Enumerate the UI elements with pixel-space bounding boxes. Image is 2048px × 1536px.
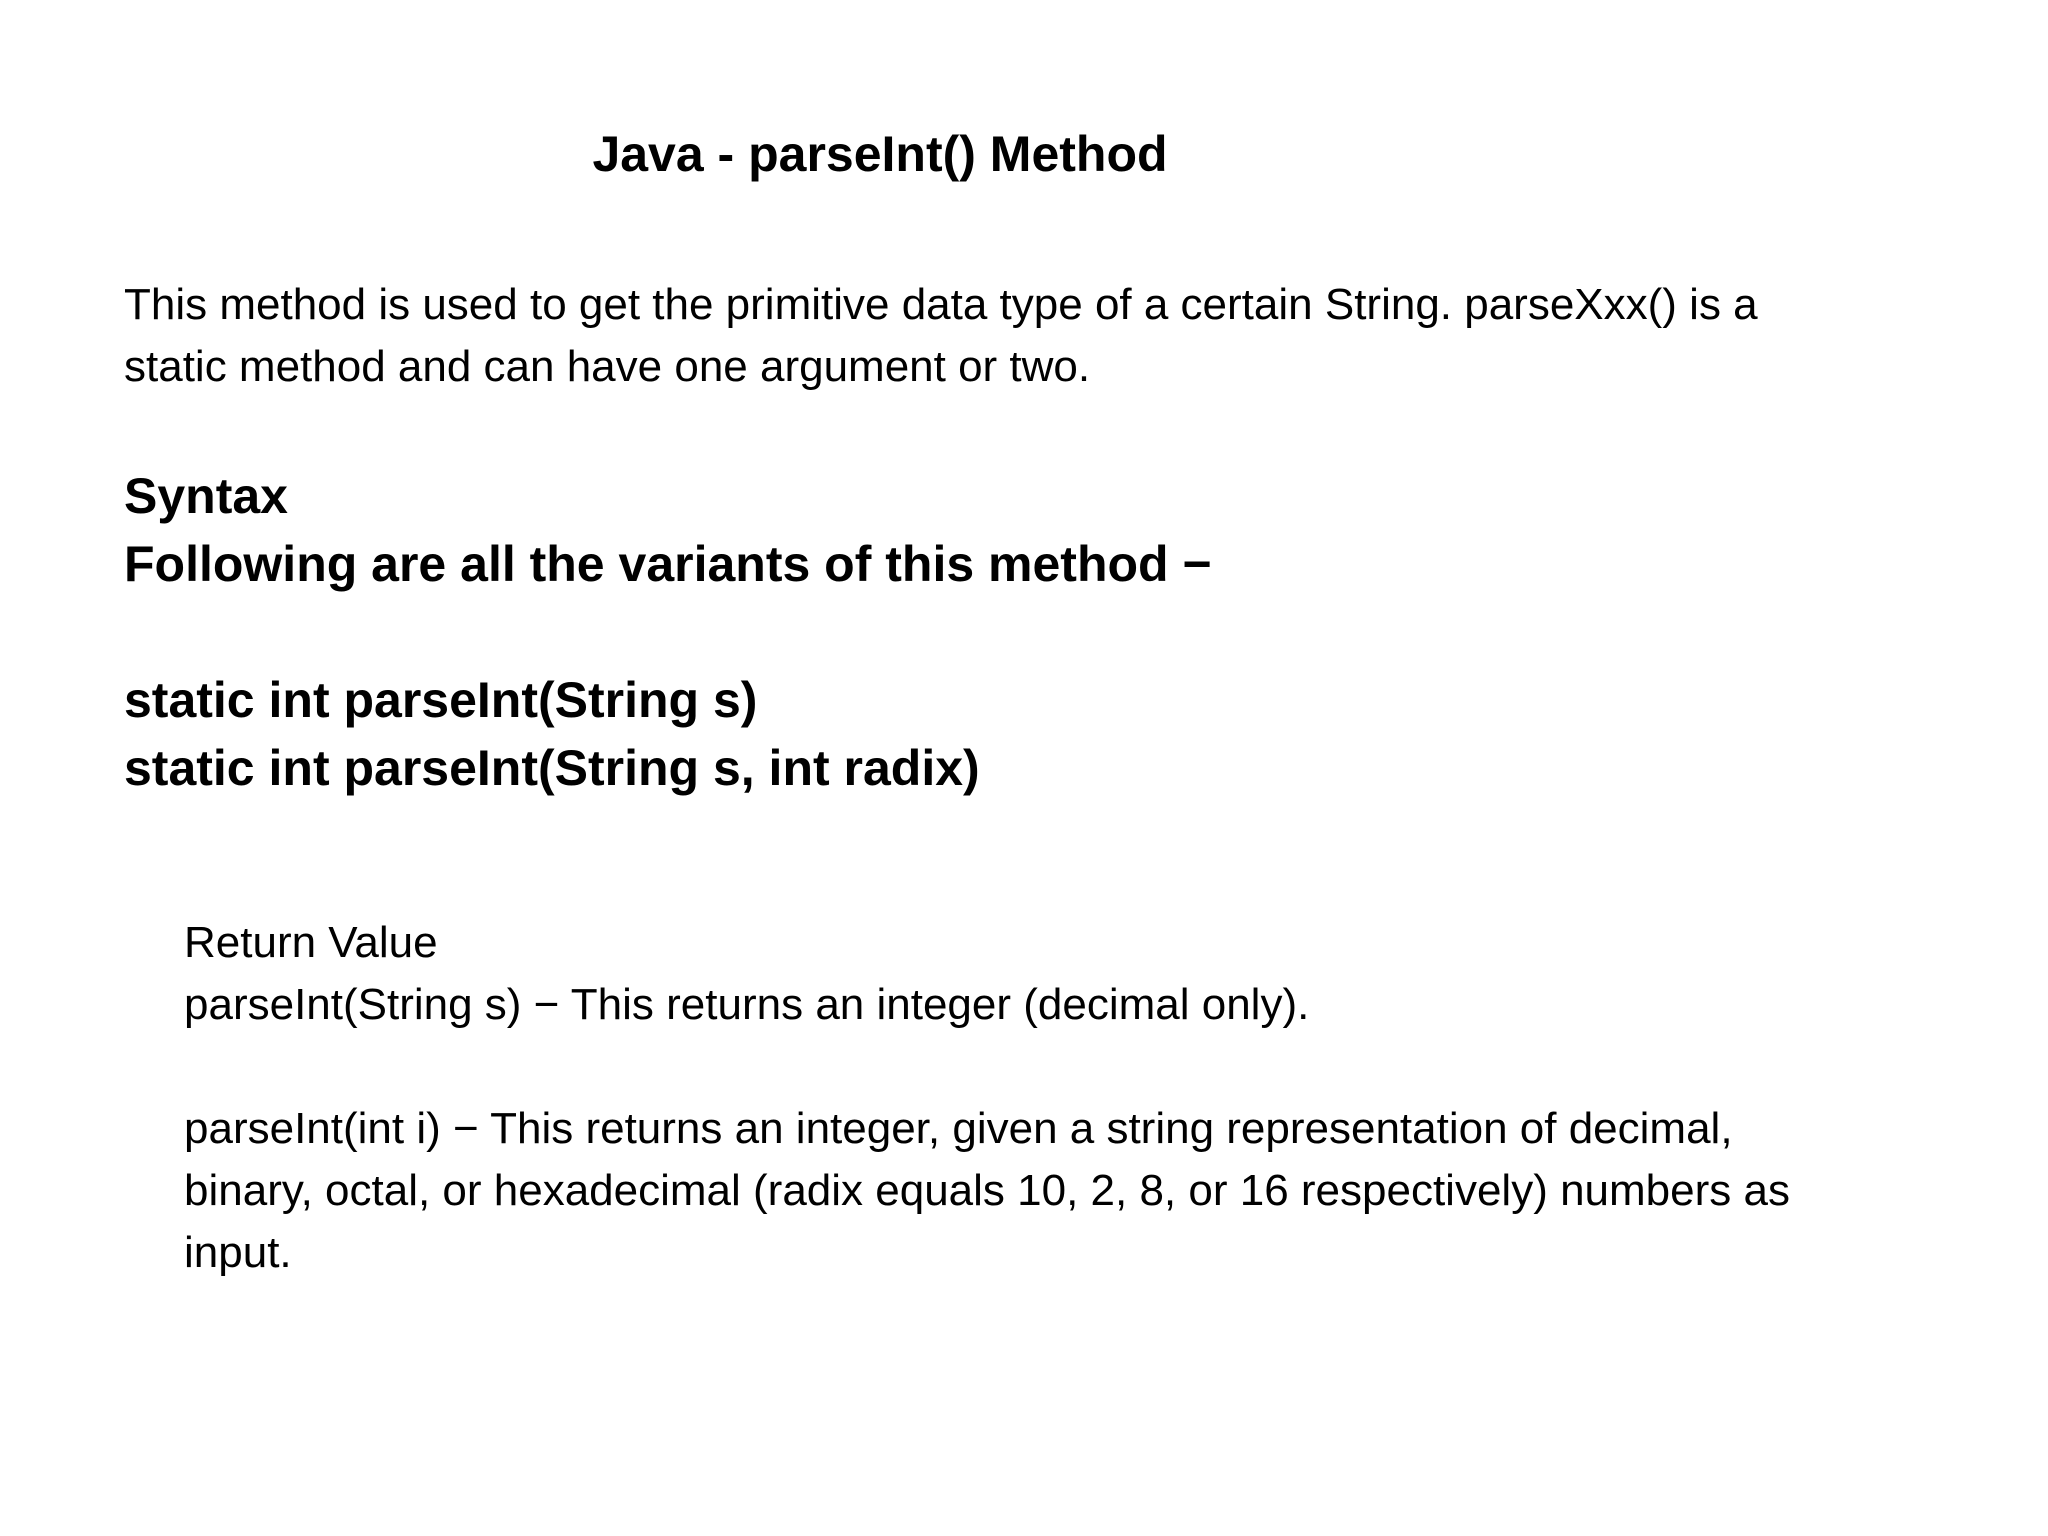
syntax-section [124,462,1944,802]
return-value-section [184,912,1954,1284]
return-value-item-line: binary, octal, or hexadecimal (radix equals 10, 2, 8, or 16 respectively) numbers as [184,1166,1790,1215]
spacer [184,1036,1954,1098]
syntax-variant: static int parseInt(String s, int radix) [124,740,980,796]
intro-line: static method and can have one argument or two. [124,342,1091,391]
return-value-heading: Return Value [184,918,438,967]
intro-line: This method is used to get the primitive data type of a certain String. parseXxx() is a [124,280,1758,329]
syntax-heading: Syntax [124,468,288,524]
syntax-variant: static int parseInt(String s) [124,672,758,728]
spacer [124,598,1944,666]
syntax-subheading: Following are all the variants of this method − [124,536,1212,592]
return-value-item-line: input. [184,1228,292,1277]
intro-paragraph [124,274,1944,398]
return-value-item-line: parseInt(int i) − This returns an integer, given a string representation of decimal, [184,1104,1733,1153]
return-value-item: parseInt(String s) − This returns an integer (decimal only). [184,980,1310,1029]
slide-title: Java - parseInt() Method [592,126,1168,182]
